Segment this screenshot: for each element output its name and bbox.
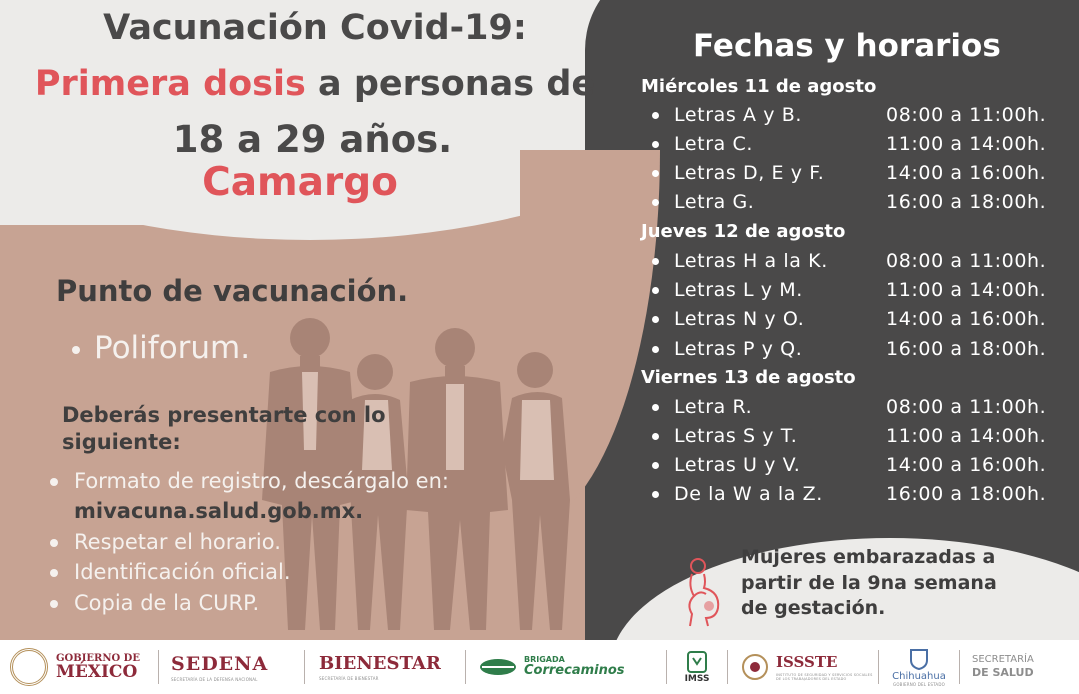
logo-chihuahua — [879, 640, 959, 694]
logo-secretaria-salud — [960, 640, 1060, 694]
pregnant-note: Mujeres embarazadas a partir de la 9na semana de gestación. — [741, 546, 997, 620]
requirements-list — [50, 466, 470, 618]
bullet-icon — [50, 478, 58, 486]
bienestar-sub: SECRETARÍA DE BIENESTAR — [319, 676, 379, 681]
schedule-time: 16:00 a 18:00h. — [886, 338, 1047, 360]
age-range: 18 a 29 años. — [172, 118, 453, 161]
location-heading: Punto de vacunación. — [56, 274, 409, 308]
bullet-icon — [652, 170, 659, 177]
schedule-letters: Letras U y V. — [674, 454, 801, 476]
day-heading: Viernes 13 de agosto — [641, 367, 856, 388]
pregnant-woman-icon — [676, 556, 728, 628]
schedule-letters: Letras P y Q. — [674, 338, 803, 360]
requirement-text: Identificación oficial. — [74, 560, 291, 585]
target-group-text: a personas de — [305, 64, 596, 104]
bullet-icon — [50, 600, 58, 608]
issste-emblem-icon — [740, 652, 770, 682]
requirement-text: Formato de registro, descárgalo en: — [74, 469, 449, 493]
gobierno-label: GOBIERNO DE — [56, 652, 140, 664]
bienestar-label: BIENESTAR — [319, 653, 441, 674]
bullet-icon — [652, 462, 659, 469]
schedule-letters: De la W a la Z. — [674, 483, 823, 505]
location-place: Poliforum. — [94, 330, 251, 366]
requirement-item — [50, 588, 470, 618]
imss-label: IMSS — [684, 674, 710, 684]
schedule-time: 11:00 a 14:00h. — [886, 425, 1047, 447]
schedule-letters: Letras H a la K. — [674, 250, 828, 272]
city-name: Camargo — [202, 160, 398, 205]
registration-url-link[interactable]: mivacuna.salud.gob.mx. — [74, 499, 364, 524]
schedule-time: 11:00 a 14:00h. — [886, 279, 1047, 301]
schedule-time: 08:00 a 11:00h. — [886, 104, 1047, 126]
logo-imss — [667, 640, 727, 694]
bullet-icon — [652, 433, 659, 440]
schedule-row — [652, 279, 1072, 301]
requirement-text: Respetar el horario. — [74, 529, 281, 554]
logo-brigada-correcaminos — [466, 640, 666, 694]
bullet-icon — [72, 346, 80, 354]
schedule-time: 14:00 a 16:00h. — [886, 308, 1047, 330]
bullet-icon — [652, 287, 659, 294]
salud-label: DE SALUD — [972, 666, 1034, 680]
roadrunner-icon — [478, 655, 518, 679]
logo-gobierno-mexico — [0, 640, 158, 694]
bullet-icon — [652, 199, 659, 206]
schedule-letters: Letras L y M. — [674, 279, 803, 301]
logo-sedena — [159, 640, 304, 694]
day-heading: Miércoles 11 de agosto — [641, 76, 877, 97]
issste-sub: INSTITUTO DE SEGURIDAD Y SERVICIOS SOCIALES DE LOS TRABAJADORES DEL ESTADO — [776, 673, 873, 681]
schedule-row — [652, 191, 1072, 213]
schedule-row — [652, 308, 1072, 330]
schedule-row — [652, 250, 1072, 272]
schedule-letters: Letras D, E y F. — [674, 162, 825, 184]
schedule-row — [652, 162, 1072, 184]
location-item — [72, 330, 250, 366]
secretaria-label: SECRETARÍA — [972, 654, 1034, 666]
schedule-time: 08:00 a 11:00h. — [886, 396, 1047, 418]
schedule-letters: Letra G. — [674, 191, 755, 213]
bullet-icon — [652, 491, 659, 498]
sedena-label: SEDENA — [171, 652, 269, 675]
schedule-row — [652, 396, 1072, 418]
day-heading: Jueves 12 de agosto — [641, 221, 846, 242]
bullet-icon — [652, 346, 659, 353]
schedule-letters: Letra R. — [674, 396, 753, 418]
imss-emblem-icon — [685, 650, 709, 674]
national-seal-icon — [10, 648, 48, 686]
bullet-icon — [652, 404, 659, 411]
chihuahua-label: Chihuahua — [892, 671, 946, 682]
bullet-icon — [652, 112, 659, 119]
requirement-item — [50, 557, 470, 587]
issste-label: ISSSTE — [776, 653, 838, 671]
chihuahua-sub: GOBIERNO DEL ESTADO — [893, 682, 945, 687]
schedule-time: 14:00 a 16:00h. — [886, 162, 1047, 184]
requirement-text: Copia de la CURP. — [74, 590, 260, 615]
sedena-sub: SECRETARÍA DE LA DEFENSA NACIONAL — [171, 676, 258, 682]
schedule-letters: Letra C. — [674, 133, 753, 155]
bullet-icon — [652, 258, 659, 265]
logo-bienestar — [305, 640, 465, 694]
requirement-item — [50, 527, 470, 557]
institution-logos — [0, 640, 1079, 694]
schedule-row — [652, 454, 1072, 476]
schedule-row — [652, 483, 1072, 505]
logo-issste — [728, 640, 878, 694]
first-dose-highlight: Primera dosis — [34, 64, 306, 104]
bullet-icon — [50, 539, 58, 547]
schedule-letters: Letras N y O. — [674, 308, 805, 330]
mexico-label: MÉXICO — [56, 661, 138, 682]
schedule-row — [652, 338, 1072, 360]
schedule-row — [652, 104, 1072, 126]
schedule-time: 11:00 a 14:00h. — [886, 133, 1047, 155]
schedule-title: Fechas y horarios — [693, 28, 1001, 64]
bullet-icon — [50, 569, 58, 577]
schedule-time: 16:00 a 18:00h. — [886, 483, 1047, 505]
bullet-icon — [652, 141, 659, 148]
correcaminos-label: Correcaminos — [524, 663, 625, 679]
schedule-letters: Letras A y B. — [674, 104, 802, 126]
bullet-icon — [652, 316, 659, 323]
schedule-time: 14:00 a 16:00h. — [886, 454, 1047, 476]
poster-subtitle — [0, 64, 630, 104]
brigada-label: BRIGADA — [524, 654, 565, 664]
chihuahua-shield-icon — [907, 647, 931, 671]
requirement-item — [50, 466, 470, 527]
poster-title: Vacunación Covid-19: — [103, 8, 527, 48]
schedule-time: 16:00 a 18:00h. — [886, 191, 1047, 213]
schedule-row — [652, 425, 1072, 447]
schedule-letters: Letras S y T. — [674, 425, 798, 447]
requirements-heading: Deberás presentarte con lo siguiente: — [62, 403, 386, 455]
schedule-row — [652, 133, 1072, 155]
schedule-time: 08:00 a 11:00h. — [886, 250, 1047, 272]
